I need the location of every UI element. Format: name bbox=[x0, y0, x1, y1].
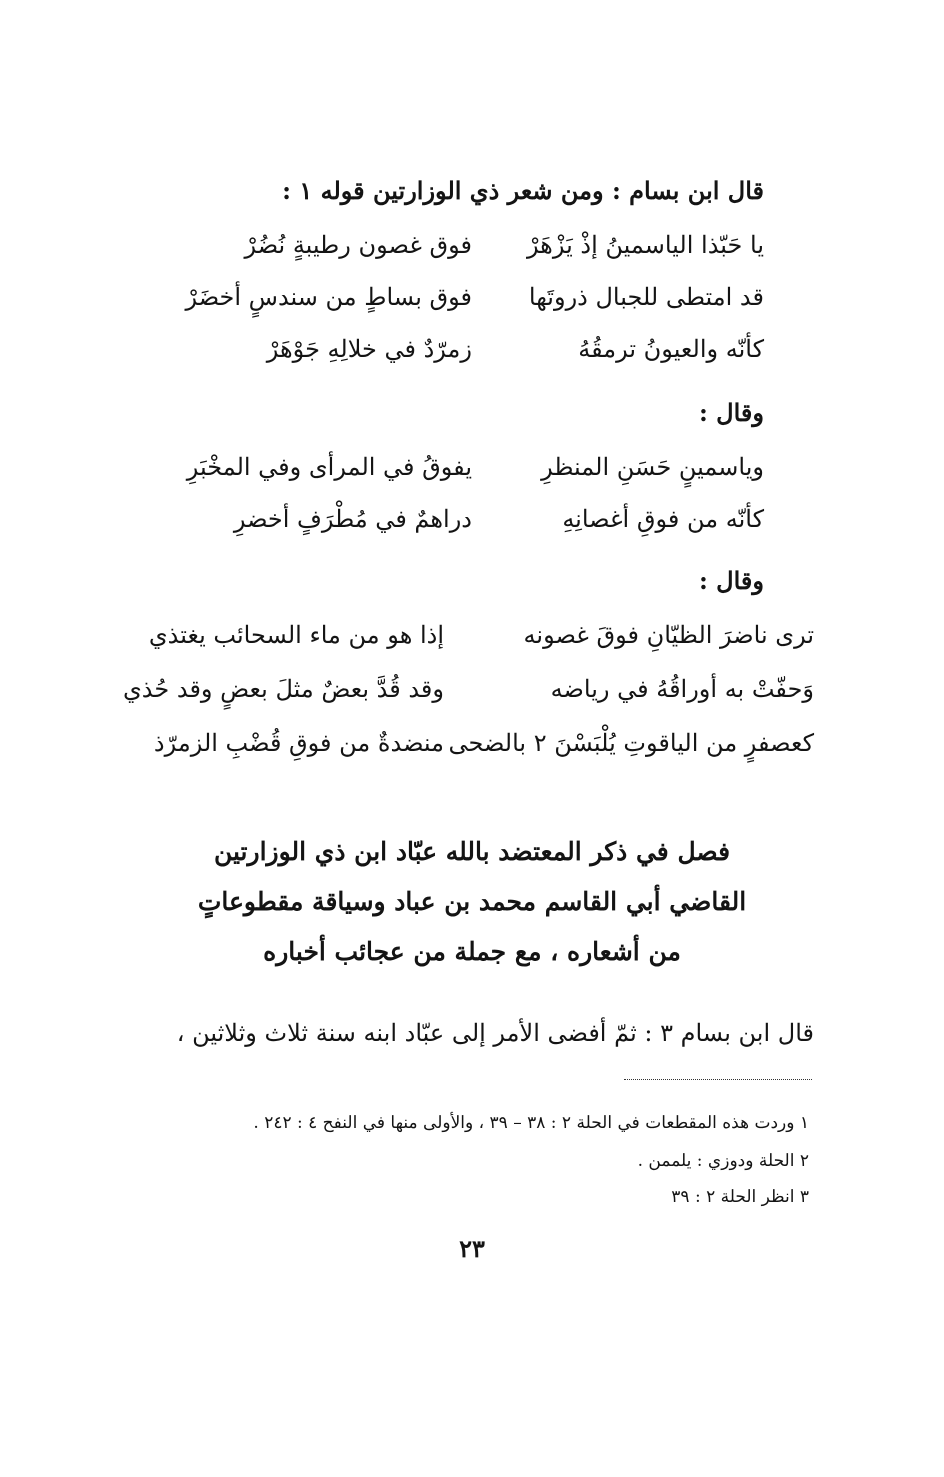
verse-3-second-hemistich: زمرّدٌ في خلالِهِ جَوْهَرْ bbox=[266, 335, 472, 363]
verse-1-first-hemistich: يا حَبّذا الياسمينُ إذْ يَزْهَرْ bbox=[526, 231, 764, 259]
footnote-divider bbox=[624, 1079, 812, 1080]
verse-5 bbox=[0, 504, 944, 540]
verse-6-second-hemistich: إذا هو من ماء السحائب يغتذي bbox=[148, 621, 444, 649]
verse-7 bbox=[0, 674, 944, 710]
footnote-3: ٣ انظر الحلة ٢ : ٣٩ bbox=[671, 1187, 809, 1207]
intro-line-3: وقال : bbox=[698, 566, 764, 595]
verse-3 bbox=[0, 334, 944, 370]
verse-2 bbox=[0, 282, 944, 318]
intro-line-2: وقال : bbox=[698, 398, 764, 427]
verse-6 bbox=[0, 620, 944, 656]
page-number: ٢٣ bbox=[459, 1234, 485, 1263]
verse-5-first-hemistich: كأنّه من فوقِ أغصانِهِ bbox=[562, 505, 764, 533]
verse-8 bbox=[0, 728, 944, 764]
verse-7-second-hemistich: وقد قُدَّ بعضٌ مثلَ بعضٍ وقد حُذي bbox=[123, 675, 444, 703]
verse-3-first-hemistich: كأنّه والعيونُ ترمقُهُ bbox=[578, 335, 764, 363]
section-heading-line-1: فصل في ذكر المعتضد بالله عبّاد ابن ذي الوزارتين bbox=[213, 837, 731, 866]
verse-6-first-hemistich: ترى ناضرَ الظيّانِ فوقَ غصونه bbox=[523, 621, 814, 649]
footnote-2: ٢ الحلة ودوزي : يلممن . bbox=[637, 1151, 809, 1171]
verse-2-first-hemistich: قد امتطى للجبال ذروتَها bbox=[528, 283, 764, 311]
verse-5-second-hemistich: دراهمٌ في مُطْرَفٍ أخضرِ bbox=[233, 505, 472, 533]
verse-4 bbox=[0, 452, 944, 488]
verse-7-first-hemistich: وَحفّتْ به أوراقُهُ في رياضه bbox=[550, 675, 814, 703]
verse-1 bbox=[0, 230, 944, 266]
footnote-1: ١ وردت هذه المقطعات في الحلة ٢ : ٣٨ – ٣٩ ، والأولى منها في النفح ٤ : ٢٤٢ . bbox=[253, 1113, 809, 1133]
verse-8-first-hemistich: كعصفرٍ من الياقوتِ يُلْبَسْنَ ٢ بالضحى bbox=[448, 729, 814, 757]
verse-4-second-hemistich: يفوقُ في المرأى وفي المخْبَرِ bbox=[186, 453, 472, 481]
verse-1-second-hemistich: فوق غصون رطيبةٍ نُضُرْ bbox=[244, 231, 472, 259]
section-heading-line-3: من أشعاره ، مع جملة من عجائب أخباره bbox=[263, 937, 681, 966]
verse-8-second-hemistich: منضدةٌ من فوقِ قُضْبِ الزمرّذ bbox=[153, 729, 444, 757]
verse-2-second-hemistich: فوق بساطٍ من سندسٍ أخضَرْ bbox=[185, 283, 472, 311]
section-heading-line-2: القاضي أبي القاسم محمد بن عباد وسياقة مقطوعاتٍ bbox=[197, 887, 747, 916]
verse-4-first-hemistich: وياسمينٍ حَسَنِ المنظرِ bbox=[541, 453, 764, 481]
intro-line-1: قال ابن بسام : ومن شعر ذي الوزارتين قوله ١ : bbox=[282, 176, 764, 205]
body-paragraph: قال ابن بسام ٣ : ثمّ أفضى الأمر إلى عبّاد ابنه سنة ثلاث وثلاثين ، bbox=[176, 1019, 814, 1047]
